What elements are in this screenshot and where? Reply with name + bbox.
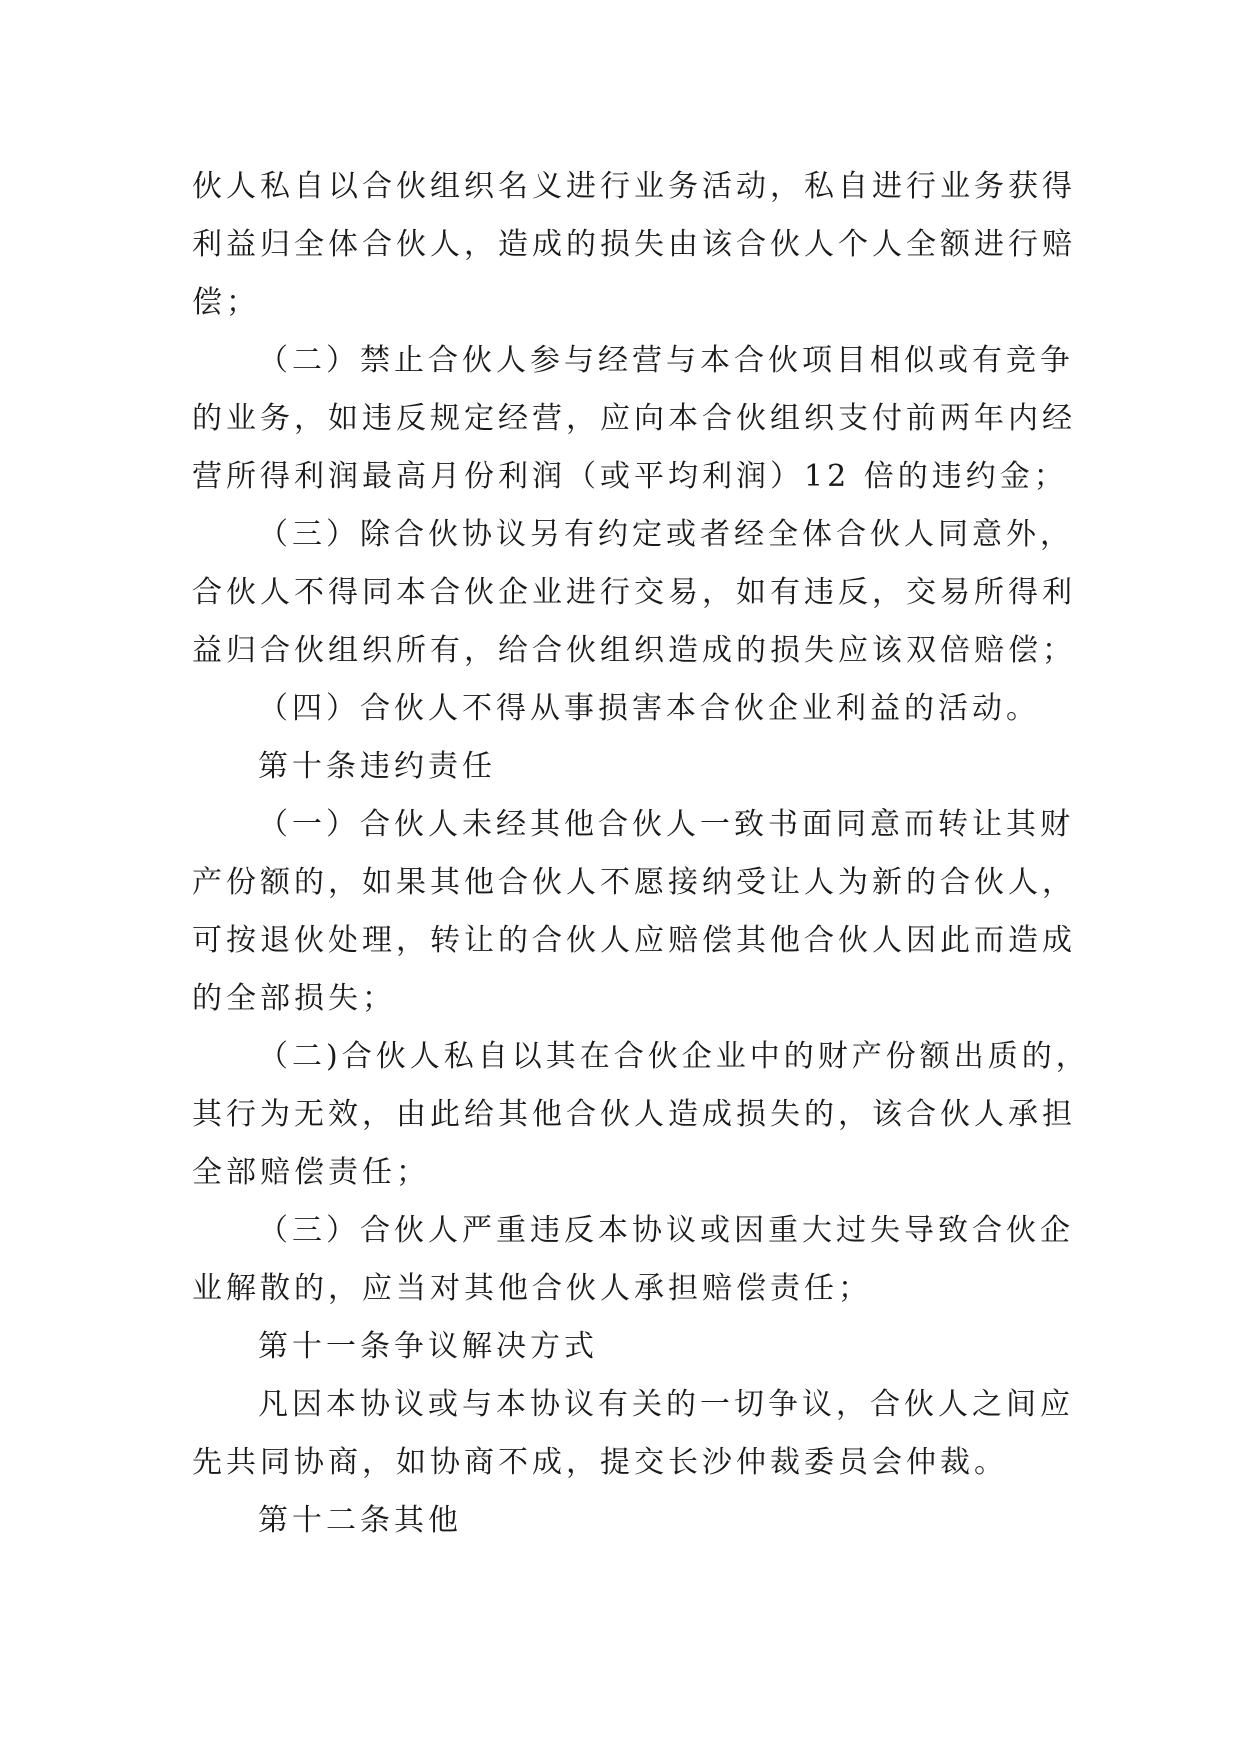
body-line: 的全部损失； bbox=[192, 981, 396, 1016]
clause-4-line: （四）合伙人不得从事损害本合伙企业利益的活动。 bbox=[258, 691, 1040, 726]
clause-2-line: （二）禁止合伙人参与经营与本合伙项目相似或有竞争 bbox=[258, 343, 1074, 378]
body-line: 伙人私自以合伙组织名义进行业务活动，私自进行业务获得 bbox=[192, 169, 1076, 204]
body-line: 合伙人不得同本合伙企业进行交易，如有违反，交易所得利 bbox=[192, 575, 1076, 610]
body-line: 产份额的，如果其他合伙人不愿接纳受让人为新的合伙人， bbox=[192, 865, 1076, 900]
article-10-clause-1-line: （一）合伙人未经其他合伙人一致书面同意而转让其财 bbox=[258, 807, 1074, 842]
body-line: 全部赔偿责任； bbox=[192, 1155, 430, 1190]
article-10-clause-3-line: （三）合伙人严重违反本协议或因重大过失导致合伙企 bbox=[258, 1213, 1074, 1248]
body-line: 利益归全体合伙人，造成的损失由该合伙人个人全额进行赔 bbox=[192, 227, 1076, 262]
article-10-clause-2-line: （二)合伙人私自以其在合伙企业中的财产份额出质的， bbox=[258, 1039, 1090, 1074]
article-11-body-line: 凡因本协议或与本协议有关的一切争议，合伙人之间应 bbox=[258, 1387, 1074, 1422]
body-line: 可按退伙处理，转让的合伙人应赔偿其他合伙人因此而造成 bbox=[192, 923, 1076, 958]
article-12-heading: 第十二条其他 bbox=[258, 1503, 462, 1538]
body-line: 益归合伙组织所有，给合伙组织造成的损失应该双倍赔偿； bbox=[192, 633, 1076, 668]
body-line: 先共同协商，如协商不成，提交长沙仲裁委员会仲裁。 bbox=[192, 1445, 1008, 1480]
body-line: 其行为无效，由此给其他合伙人造成损失的，该合伙人承担 bbox=[192, 1097, 1076, 1132]
document-body bbox=[192, 158, 1090, 1550]
clause-3-line: （三）除合伙协议另有约定或者经全体合伙人同意外， bbox=[258, 517, 1074, 552]
article-11-heading: 第十一条争议解决方式 bbox=[258, 1329, 598, 1364]
body-line: 营所得利润最高月份利润（或平均利润）12 倍的违约金； bbox=[192, 459, 1068, 494]
body-line: 偿； bbox=[192, 285, 260, 320]
article-10-heading: 第十条违约责任 bbox=[258, 749, 496, 784]
body-line: 的业务，如违反规定经营，应向本合伙组织支付前两年内经 bbox=[192, 401, 1076, 436]
body-line: 业解散的，应当对其他合伙人承担赔偿责任； bbox=[192, 1271, 872, 1306]
